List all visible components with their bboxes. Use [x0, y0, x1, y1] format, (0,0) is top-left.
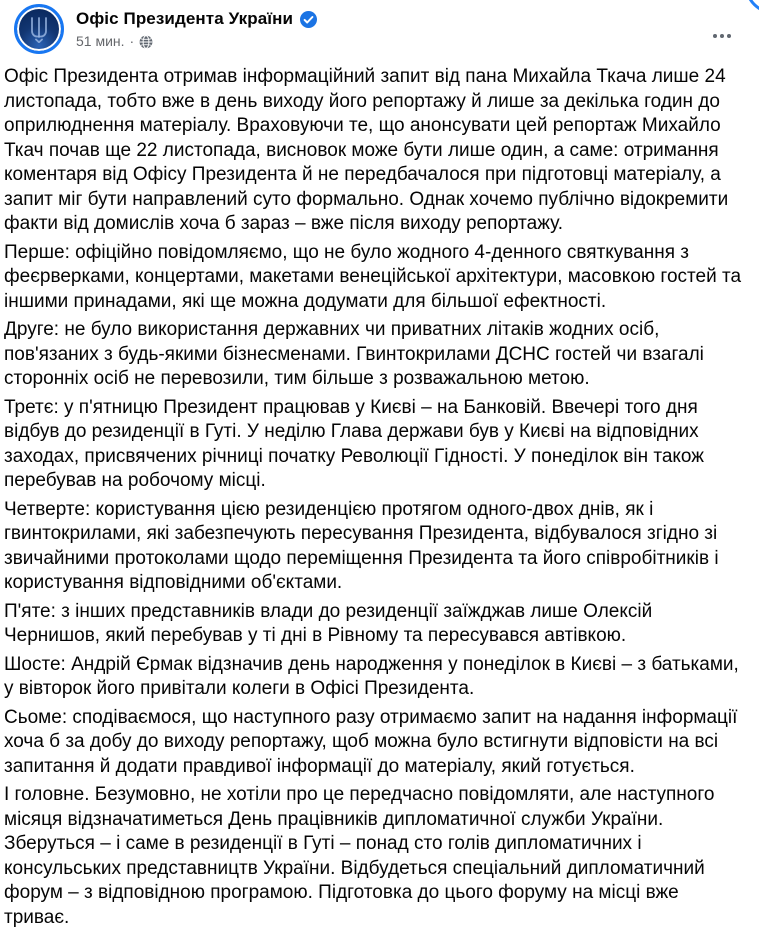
ellipsis-dot	[720, 34, 724, 38]
page-name-link[interactable]: Офіс Президента України	[76, 9, 294, 28]
trident-icon	[28, 16, 50, 43]
name-row	[76, 9, 317, 29]
timestamp[interactable]: 51 мин.	[76, 33, 125, 49]
post-paragraph: Третє: у п'ятницю Президент працював у Києві – на Банковій. Ввечері того дня відбув до резиденції в Гуті. У неділю Глава держави був у Києві на відповідних заходах, присвячених річниці початку Революції Гідності. У понеділок він також перебував на робочому місці.	[4, 396, 704, 491]
post-paragraph: Друге: не було використання державних чи приватних літаків жодних осіб, пов'язаних з будь-якими бізнесменами. Гвинтокрилами ДСНС гостей чи взагалі сторонніх осіб не перевозили, тим більше з розважальною метою.	[4, 319, 704, 389]
post-paragraph: Перше: офіційно повідомляємо, що не було жодного 4-денного святкування з феєрверками, концертами, макетами венеційської архітектури, масовкою гостей та іншими принадами, які ще можна додумати для більшої ефектності.	[4, 241, 742, 312]
page-avatar[interactable]	[14, 4, 64, 54]
post-paragraph: Офіс Президента отримав інформаційний запит від пана Михайла Ткача лише 24 листопада, тобто вже в день виходу його репортажу й лише за декілька годин до оприлюднення матеріалу. Враховуючи те, що анонсувати цей репортаж Михайло Ткач почав ще 22 листопада, висновок може бути лише один, а саме: отримання коментаря від Офісу Президента й не передбачалося при підготовці матеріалу, а запит міг бути направлений суто формально. Однак хочемо публічно відокремити факти від домислів хоча б зараз – вже після виходу репортажу.	[4, 66, 729, 234]
post-paragraph: І головне. Безумовно, не хотіли про це передчасно повідомляти, але наступного місяця відзначатиметься День працівників дипломатичної служби України. Зберуться – і саме в резиденції в Гуті – понад сто голів дипломатичних і консульських представництв України. Відбудеться спеціальний дипломатичний форум – з відповідною програмою. Підготовка до цього форуму на місці вже триває.	[4, 784, 715, 928]
globe-icon	[139, 35, 153, 49]
ellipsis-dot	[713, 34, 717, 38]
post-paragraph: Четверте: користування цією резиденцією протягом одного-двох днів, як і гвинтокрилами, які забезпечують пересування Президента, відбувалося згідно зі звичайними протоколами щодо переміщення Президента та його співробітників і користування відповідними об'єктами.	[4, 498, 719, 593]
post-header	[0, 0, 759, 60]
post-meta	[76, 33, 317, 49]
post-paragraph: П'яте: з інших представників влади до резиденції заїжджав лише Олексій Чернишов, який перебував у ті дні в Рівному та пересувався автівкою.	[4, 600, 653, 646]
post-paragraph: Сьоме: сподіваємося, що наступного разу отримаємо запит на надання інформації хоча б за добу до виходу репортажу, щоб можна було встигнути відповісти на всі запитання й додати правдивої інформації до матеріалу, який готується.	[4, 706, 738, 777]
post-paragraph: Шосте: Андрій Єрмак відзначив день народження у понеділок в Києві – з батьками, у вівторок його привітали колеги в Офісі Президента.	[4, 653, 739, 699]
header-text	[76, 4, 317, 49]
ellipsis-dot	[727, 34, 731, 38]
meta-separator: ·	[129, 33, 135, 49]
verified-badge-icon	[300, 11, 317, 28]
more-options-button[interactable]	[705, 24, 739, 48]
post-text	[0, 60, 759, 930]
